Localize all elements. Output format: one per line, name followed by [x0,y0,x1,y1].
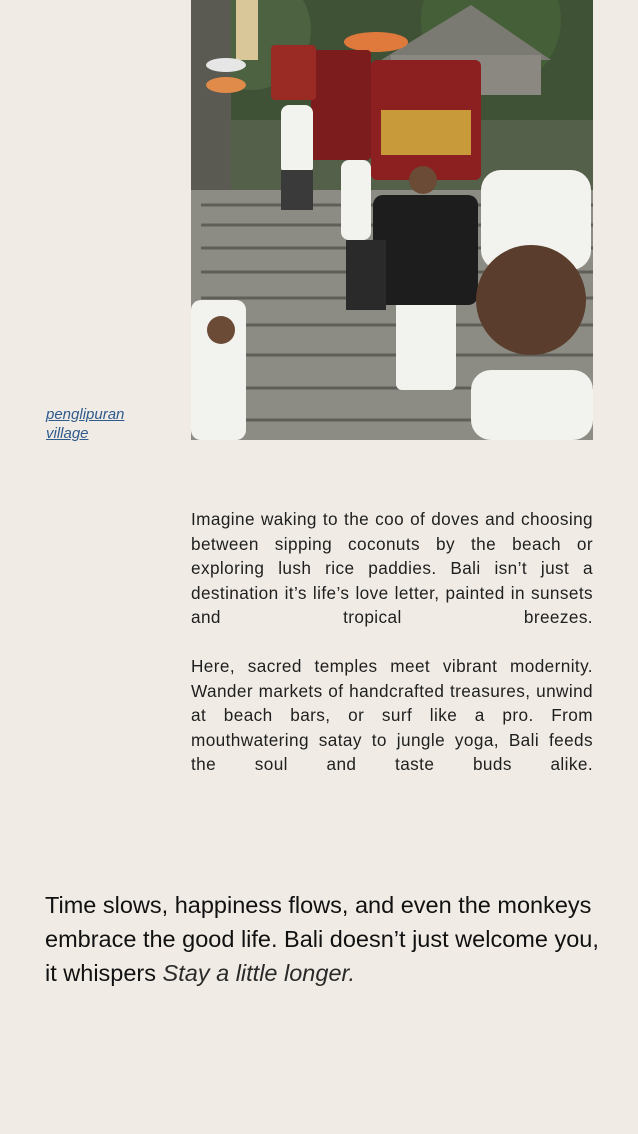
tagline-emphasis: Stay a little longer. [162,960,355,986]
article-paragraph-2: Here, sacred temples meet vibrant modernity. Wander markets of handcrafted treasures, unwind at beach bars, or surf like a pro. From mouthwatering satay to jungle yoga, Bali feeds the soul and taste buds alike. [191,656,593,774]
procession-photo [191,0,593,440]
tagline-main: Time slows, happiness flows, and even the monkeys embrace the good life. Bali doesn’t just welcome you, it whispers [45,892,599,986]
article-body [191,507,593,801]
penglipuran-village-link[interactable]: penglipuran village [46,406,125,442]
closing-tagline [45,888,605,990]
article-paragraph-1: Imagine waking to the coo of doves and choosing between sipping coconuts by the beach or exploring lush rice paddies. Bali isn’t just a destination it’s life’s love letter, painted in sunsets and tropical breezes. [191,509,593,627]
